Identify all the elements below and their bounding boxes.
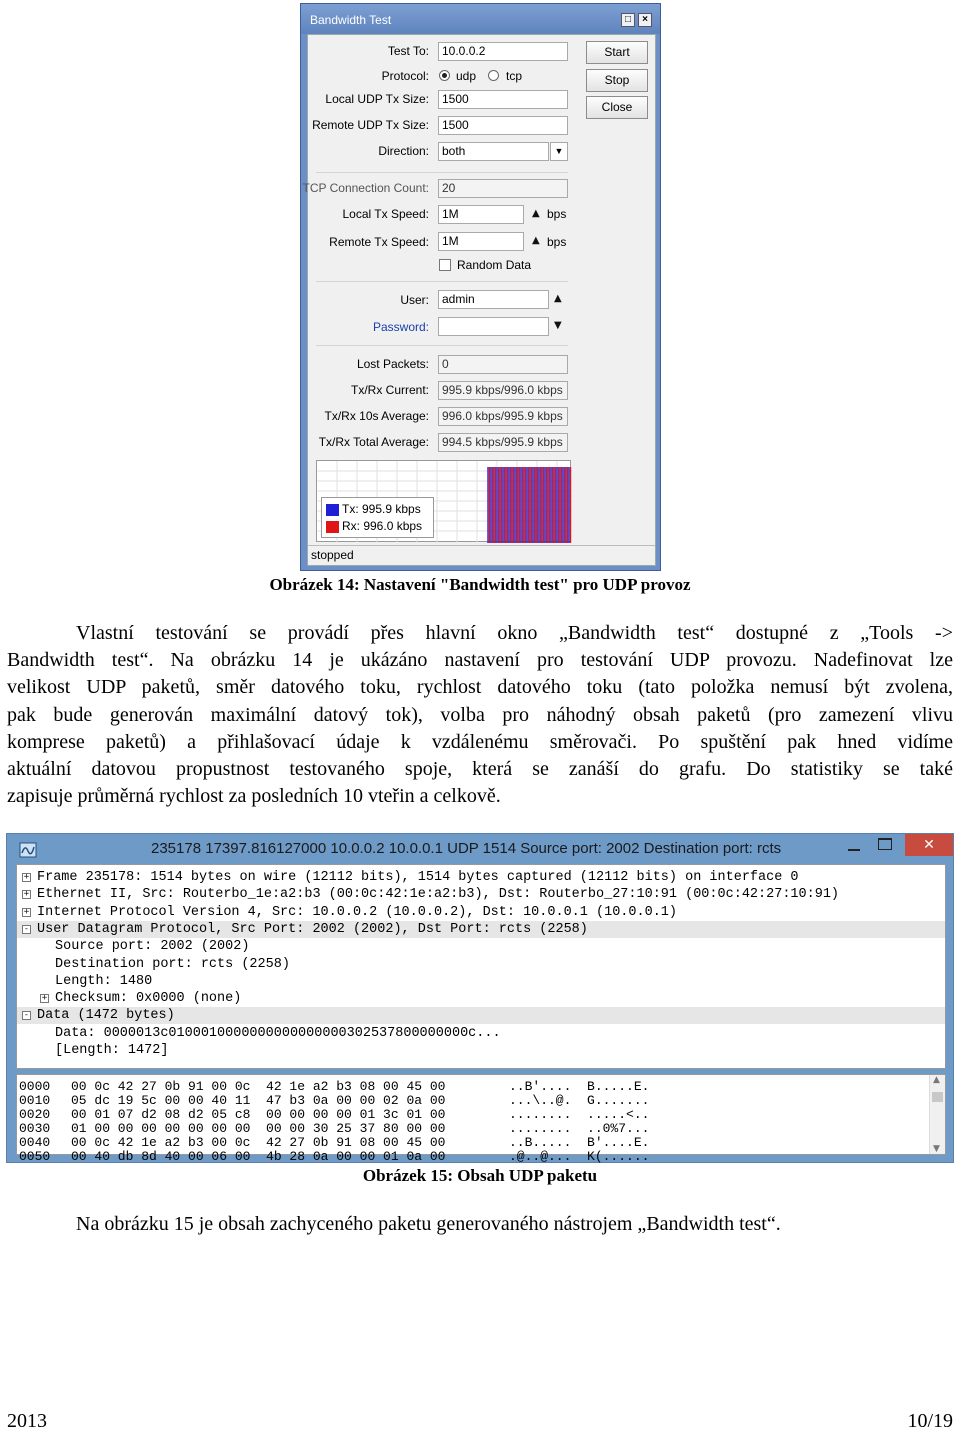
- hex-offset: 0040: [19, 1135, 51, 1150]
- direction-dropdown-icon[interactable]: ▼: [550, 142, 568, 161]
- start-button[interactable]: Start: [586, 41, 648, 64]
- packet-bytes-pane[interactable]: [16, 1074, 946, 1164]
- footer-page-number: 10/19: [907, 1410, 953, 1432]
- hex-scrollbar[interactable]: [929, 1075, 945, 1154]
- hex-ascii: ........ ..0%7...: [509, 1121, 650, 1136]
- maximize-icon[interactable]: □: [621, 13, 635, 27]
- up-arrow-icon[interactable]: ▲: [532, 235, 540, 246]
- paragraph-line: pak bude generován maximální datový tok), volba pro náhodný obsah paketů (pro zamezení vlivu: [7, 703, 953, 726]
- wireshark-titlebar: [7, 834, 953, 864]
- local-tx-speed-unit: bps: [547, 207, 567, 221]
- local-udp-tx-size-input[interactable]: 1500: [438, 90, 568, 109]
- status-bar: stopped: [308, 545, 655, 565]
- hex-bytes: 00 40 db 8d 40 00 06 00 4b 28 0a 00 00 01 0a 00: [71, 1149, 446, 1164]
- txrx-total-average-value: 994.5 kbps/995.9 kbps: [438, 433, 568, 452]
- tree-row-text: Frame 235178: 1514 bytes on wire (12112 bits), 1514 bytes captured (12112 bits) on interface 0: [37, 870, 799, 885]
- tree-row[interactable]: [17, 973, 945, 990]
- bandwidth-test-window: [300, 3, 661, 571]
- bandwidth-test-form: [302, 34, 656, 566]
- hex-bytes: 01 00 00 00 00 00 00 00 00 00 30 25 37 80 00 00: [71, 1121, 446, 1136]
- tree-row[interactable]: [17, 886, 945, 903]
- tree-row[interactable]: [17, 938, 945, 955]
- paragraph-1: [7, 620, 953, 810]
- tcp-connection-count-input: 20: [438, 179, 568, 198]
- bandwidth-test-titlebar: [301, 4, 660, 34]
- bandwidth-graph: [316, 460, 571, 542]
- tree-row-text: Length: 1480: [55, 973, 153, 989]
- tree-row-text: [Length: 1472]: [55, 1043, 169, 1058]
- footer-year: 2013: [7, 1410, 47, 1432]
- wireshark-packet-window: [6, 833, 954, 1163]
- local-tx-speed-label: Local Tx Speed:: [342, 207, 429, 221]
- tree-row-text: Ethernet II, Src: Routerbo_1e:a2:b3 (00:0c:42:1e:a2:b3), Dst: Routerbo_27:10:91 (00:0c:42:27:10:91): [37, 887, 840, 903]
- tree-row[interactable]: [17, 1025, 945, 1042]
- paragraph-line: zapisuje průměrná rychlost za posledních 10 vteřin a celkově.: [7, 785, 501, 808]
- tree-row[interactable]: [17, 1007, 945, 1024]
- close-icon[interactable]: ×: [638, 13, 652, 27]
- hex-ascii: ........ .....<..: [509, 1107, 650, 1122]
- hex-offset: 0010: [19, 1093, 51, 1108]
- direction-select[interactable]: both: [438, 142, 549, 161]
- tree-row-text: Data (1472 bytes): [37, 1008, 175, 1024]
- tree-row-text: User Datagram Protocol, Src Port: 2002 (2002), Dst Port: rcts (2258): [37, 921, 588, 937]
- expand-icon[interactable]: +: [23, 889, 30, 900]
- hex-offset: 0020: [19, 1107, 51, 1122]
- paragraph-line: komprese paketů) a přihlašovací údaje k vzdálenému směrovači. Po spuštění pak hned vidíme: [7, 730, 953, 753]
- remote-tx-speed-input[interactable]: 1M: [438, 232, 524, 251]
- txrx-10s-average-label: Tx/Rx 10s Average:: [324, 409, 429, 423]
- expand-icon[interactable]: +: [23, 906, 30, 917]
- expand-icon[interactable]: +: [23, 872, 30, 882]
- wireshark-app-icon: [19, 842, 37, 858]
- txrx-current-value: 995.9 kbps/996.0 kbps: [438, 381, 568, 400]
- close-button[interactable]: Close: [586, 96, 648, 119]
- tree-row[interactable]: [17, 1042, 945, 1059]
- tree-row-text: Data: 0000013c0100010000000000000000302537800000000c...: [55, 1025, 501, 1041]
- figure-14-caption: Obrázek 14: Nastavení "Bandwidth test" pro UDP provoz: [269, 575, 691, 594]
- test-to-input[interactable]: 10.0.0.2: [438, 42, 568, 61]
- protocol-udp-label: udp: [456, 69, 477, 83]
- password-label: Password:: [372, 320, 429, 334]
- tree-row-text: Destination port: rcts (2258): [55, 956, 290, 972]
- stop-button[interactable]: Stop: [586, 69, 648, 92]
- hex-offset: 0050: [19, 1149, 51, 1164]
- user-label: User:: [400, 293, 429, 307]
- hex-ascii: ..B'.... B.....E.: [509, 1079, 650, 1094]
- tree-row[interactable]: [17, 869, 945, 886]
- packet-details-tree[interactable]: [16, 864, 946, 1069]
- hex-offset: 0030: [19, 1121, 51, 1136]
- txrx-10s-average-value: 996.0 kbps/995.9 kbps: [438, 407, 568, 426]
- tree-row[interactable]: [17, 921, 945, 938]
- paragraph-line: velikost UDP paketů, směr datového toku, rychlost datového toku (tato položka nemusí být zvolena,: [7, 676, 953, 699]
- scroll-down-icon[interactable]: ▼: [933, 1144, 940, 1154]
- hex-offset: 0000: [19, 1079, 51, 1094]
- hex-bytes: 00 01 07 d2 08 d2 05 c8 00 00 00 00 01 3c 01 00: [71, 1107, 446, 1122]
- minimize-icon[interactable]: [845, 839, 863, 855]
- tree-row-text: Source port: 2002 (2002): [55, 939, 250, 955]
- hex-bytes: 00 0c 42 27 0b 91 00 0c 42 1e a2 b3 08 00 45 00: [71, 1079, 446, 1094]
- remote-tx-speed-label: Remote Tx Speed:: [329, 235, 429, 249]
- tree-row[interactable]: [17, 990, 945, 1007]
- bandwidth-test-title: Bandwidth Test: [310, 13, 392, 27]
- paragraph-2: [76, 1211, 956, 1238]
- tree-row[interactable]: [17, 956, 945, 973]
- paragraph-line: Bandwidth test“. Na obrázku 14 je ukázáno nastavení pro testování UDP provozu. Nadefinovat lze: [7, 649, 953, 672]
- random-data-checkbox[interactable]: [439, 259, 451, 271]
- protocol-udp-radio[interactable]: [439, 70, 450, 81]
- protocol-tcp-label: tcp: [506, 69, 523, 83]
- remote-udp-tx-size-input[interactable]: 1500: [438, 116, 568, 135]
- up-arrow-icon[interactable]: ▲: [554, 293, 562, 304]
- local-udp-tx-size-label: Local UDP Tx Size:: [325, 92, 429, 106]
- expand-icon[interactable]: +: [41, 993, 48, 1004]
- tx-color-swatch: [326, 504, 339, 516]
- separator: [316, 281, 568, 282]
- graph-legend: [321, 497, 434, 538]
- hex-ascii: .@..@... K(......: [509, 1149, 650, 1164]
- separator: [316, 345, 568, 346]
- user-input[interactable]: admin: [438, 290, 549, 309]
- local-tx-speed-input[interactable]: 1M: [438, 205, 524, 224]
- paragraph-line: Vlastní testování se provádí přes hlavní okno „Bandwidth test“ dostupné z „Tools ->: [76, 622, 953, 644]
- collapse-icon[interactable]: -: [23, 923, 30, 934]
- remote-tx-speed-unit: bps: [547, 235, 567, 249]
- tree-row-text: Internet Protocol Version 4, Src: 10.0.0.2 (10.0.0.2), Dst: 10.0.0.1 (10.0.0.1): [37, 904, 678, 920]
- down-arrow-icon[interactable]: ▼: [554, 320, 562, 331]
- rx-color-swatch: [326, 521, 339, 533]
- up-arrow-icon[interactable]: ▲: [532, 208, 540, 219]
- wireshark-title: 235178 17397.816127000 10.0.0.2 10.0.0.1 UDP 1514 Source port: 2002 Destination port: rcts: [151, 840, 782, 857]
- password-input[interactable]: [438, 317, 549, 336]
- protocol-tcp-radio[interactable]: [488, 70, 499, 81]
- paragraph-line: aktuální datovou propustnost testovaného spoje, která se zanáší do grafu. Do statistiky se také: [7, 758, 953, 781]
- tx-legend-text: Tx: 995.9 kbps: [342, 502, 421, 516]
- hex-bytes: 00 0c 42 1e a2 b3 00 0c 42 27 0b 91 08 00 45 00: [71, 1135, 446, 1150]
- scrollbar-thumb[interactable]: [932, 1092, 943, 1102]
- tree-row-text: Checksum: 0x0000 (none): [55, 991, 242, 1007]
- tcp-connection-count-label: TCP Connection Count:: [302, 181, 429, 195]
- lost-packets-value: 0: [438, 355, 568, 374]
- separator: [316, 172, 568, 173]
- hex-ascii: ..B..... B'....E.: [509, 1135, 650, 1150]
- direction-label: Direction:: [378, 144, 429, 158]
- test-to-label: Test To:: [387, 44, 429, 58]
- tree-row[interactable]: [17, 904, 945, 921]
- rx-legend-text: Rx: 996.0 kbps: [342, 519, 423, 533]
- paragraph-line: Na obrázku 15 je obsah zachyceného paketu generovaného nástrojem „Bandwidth test“.: [76, 1213, 781, 1235]
- hex-ascii: ...\..@. G.......: [509, 1093, 650, 1108]
- maximize-icon[interactable]: [878, 838, 892, 850]
- figure-15-caption: Obrázek 15: Obsah UDP paketu: [362, 1166, 598, 1185]
- random-data-label: Random Data: [457, 258, 532, 272]
- scroll-up-icon[interactable]: ▲: [933, 1075, 940, 1085]
- txrx-current-label: Tx/Rx Current:: [350, 383, 429, 397]
- close-icon[interactable]: ✕: [905, 834, 953, 856]
- txrx-total-average-label: Tx/Rx Total Average:: [318, 435, 429, 449]
- collapse-icon[interactable]: -: [23, 1010, 30, 1021]
- protocol-label: Protocol:: [381, 69, 429, 83]
- remote-udp-tx-size-label: Remote UDP Tx Size:: [312, 118, 429, 132]
- hex-bytes: 05 dc 19 5c 00 00 40 11 47 b3 0a 00 00 02 0a 00: [71, 1093, 446, 1108]
- lost-packets-label: Lost Packets:: [356, 357, 429, 371]
